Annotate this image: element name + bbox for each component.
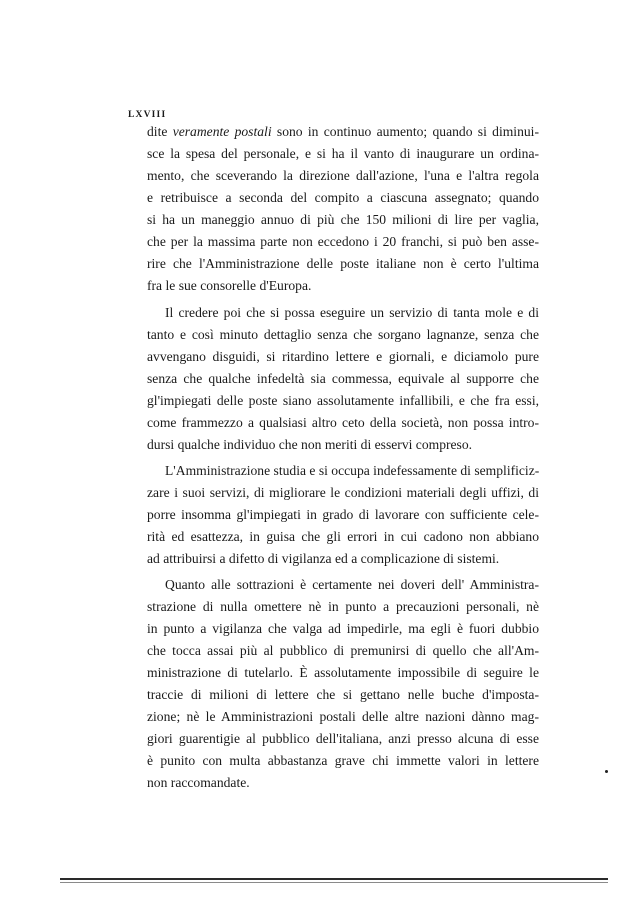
page-number: LXVIII [128, 110, 167, 120]
text-line: Il credere poi che si possa eseguire un servizio di tanta mole e di [165, 305, 539, 320]
text-line: avvengano disguidi, si ritardino lettere e giornali, e diciamolo pure [147, 349, 539, 364]
text-line: si ha un maneggio annuo di più che 150 milioni di lire per vaglia, [147, 212, 539, 227]
text-line: non raccomandate. [147, 775, 250, 790]
text-line: giori guarentigie al pubblico dell'italiana, anzi presso alcuna di esse [147, 731, 539, 746]
text-line: dursi qualche individuo che non meriti di esservi compreso. [147, 437, 473, 452]
page-bottom-shadow [60, 882, 608, 883]
text-line: ministrazione di tutelarlo. È assolutamente impossibile di seguire le [147, 665, 539, 680]
text-line: porre insomma gl'impiegati in grado di lavorare con sufficiente cele- [147, 507, 539, 522]
text-line: zare i suoi servizi, di migliorare le condizioni materiali degli uffizi, di [147, 485, 539, 500]
text-line: rità ed esattezza, in guisa che gli errori in cui cadono non abbiano [147, 529, 539, 544]
text-line: fra le sue consorelle d'Europa. [147, 278, 312, 293]
text-line: senza che qualche infedeltà sia commessa, equivale al supporre che [147, 371, 539, 386]
text-line: è punito con multa abbastanza grave chi immette valori in lettere [147, 753, 539, 768]
page-bottom-edge [60, 878, 608, 880]
text-line: Quanto alle sottrazioni è certamente nei doveri dell' Amministra- [165, 577, 539, 592]
text-line: che tocca assai più al pubblico di premunirsi di quello che all'Am- [147, 643, 539, 658]
text-line: rire che l'Amministrazione delle poste italiane non è certo l'ultima [147, 256, 539, 271]
text-line: L'Amministrazione studia e si occupa indefessamente di semplificiz- [165, 463, 540, 478]
text-line: traccie di milioni di lettere che si gettano nelle buche d'imposta- [147, 687, 539, 702]
text-line: che per la massima parte non eccedono i 20 franchi, si può ben asse- [147, 234, 539, 249]
text-line: gl'impiegati delle poste siano assolutamente infallibili, e che fra essi, [147, 393, 539, 408]
text-line: mento, che sceverando la direzione dall'azione, l'una e l'altra regola [147, 168, 539, 183]
text-line: tanto e così minuto dettaglio senza che sorgano lagnanze, senza che [147, 327, 539, 342]
text-line: strazione di nulla omettere nè in punto a precauzioni personali, nè [147, 599, 539, 614]
text-line: zione; nè le Amministrazioni postali delle altre nazioni dànno mag- [147, 709, 539, 724]
text-line: in punto a vigilanza che valga ad impedirle, ma egli è fuori dubbio [147, 621, 539, 636]
text-line: ad attribuirsi a difetto di vigilanza ed a complicazione di sistemi. [147, 551, 500, 566]
ink-speck [605, 770, 608, 773]
text-line: come frammezzo a qualsiasi altro ceto della società, non possa intro- [147, 415, 539, 430]
text-line: e retribuisce a seconda del compito a ciascuna assegnato; quando [147, 190, 539, 205]
italic-phrase: veramente postali [172, 124, 272, 139]
text-line: dite veramente postali sono in continuo aumento; quando si diminui- [147, 124, 539, 139]
text-line: sce la spesa del personale, e si ha il vanto di inaugurare un ordina- [147, 146, 539, 161]
